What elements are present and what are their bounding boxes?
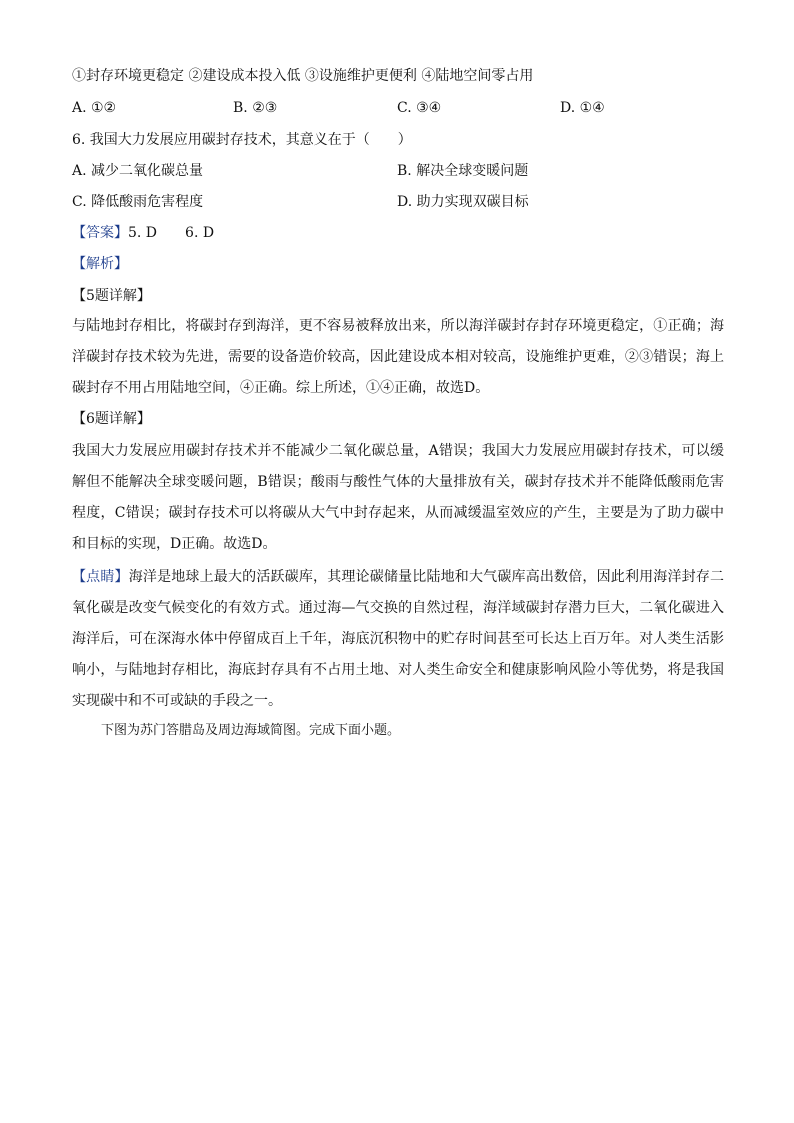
q6-option-c: C. 降低酸雨危害程度	[72, 194, 204, 210]
tips-tag: 【点睛】	[72, 569, 129, 585]
next-question-intro: 下图为苏门答腊岛及周边海域简图。完成下面小题。	[101, 723, 401, 738]
detail6-paragraph: 我国大力发展应用碳封存技术并不能减少二氧化碳总量，A错误；我国大力发展应用碳封存技术，可以缓解但不能解决全球变暖问题，B错误；酸雨与酸性气体的大量排放有关，碳封存技术并不能降低酸雨危害程度，C错误；碳封存技术可以将碳从大气中封存起来，从而减缓温室效应的产生，主要是为了助力碳中和目标的实现，D正确。故选D。	[72, 443, 724, 552]
q5-option-b: B. ②③	[233, 100, 278, 116]
q6-option-d: D. 助力实现双碳目标	[397, 194, 529, 210]
answer-tag: 【答案】	[72, 225, 128, 241]
analysis-tag: 【解析】	[72, 256, 128, 272]
detail5-tag: 【5题详解】	[72, 288, 151, 304]
q6-option-b: B. 解决全球变暖问题	[397, 163, 529, 179]
tips-block	[72, 562, 724, 717]
q5-option-a: A. ①②	[72, 100, 117, 116]
answer-value: 5. D 6. D	[128, 225, 215, 241]
detail5-text	[72, 311, 724, 404]
q5-option-d: D. ①④	[560, 100, 605, 116]
q6-option-a: A. 减少二氧化碳总量	[72, 163, 204, 179]
detail6-tag: 【6题详解】	[72, 411, 151, 427]
q6-stem: 6. 我国大力发展应用碳封存技术，其意义在于（ ）	[72, 132, 412, 148]
tips-text: 海洋是地球上最大的活跃碳库，其理论碳储量比陆地和大气碳库高出数倍，因此利用海洋封存二氧化碳是改变气候变化的有效方式。通过海—气交换的自然过程，海洋域碳封存潜力巨大，二氧化碳进入海洋后，可在深海水体中停留成百上千年，海底沉积物中的贮存时间甚至可长达上百万年。对人类生活影响小，与陆地封存相比，海底封存具有不占用土地、对人类生命安全和健康影响风险小等优势，将是我国实现碳中和不可或缺的手段之一。	[72, 569, 725, 709]
q5-statements: ①封存环境更稳定 ②建设成本投入低 ③设施维护更便利 ④陆地空间零占用	[72, 68, 534, 84]
q5-option-c: C. ③④	[397, 100, 442, 116]
answer-line	[72, 223, 214, 243]
detail6-text	[72, 436, 724, 560]
detail5-paragraph: 与陆地封存相比，将碳封存到海洋，更不容易被释放出来，所以海洋碳封存封存环境更稳定，①正确；海洋碳封存技术较为先进，需要的设备造价较高，因此建设成本相对较高，设施维护更难，②③错误；海上碳封存不用占用陆地空间，④正确。综上所述，①④正确，故选D。	[72, 318, 724, 396]
